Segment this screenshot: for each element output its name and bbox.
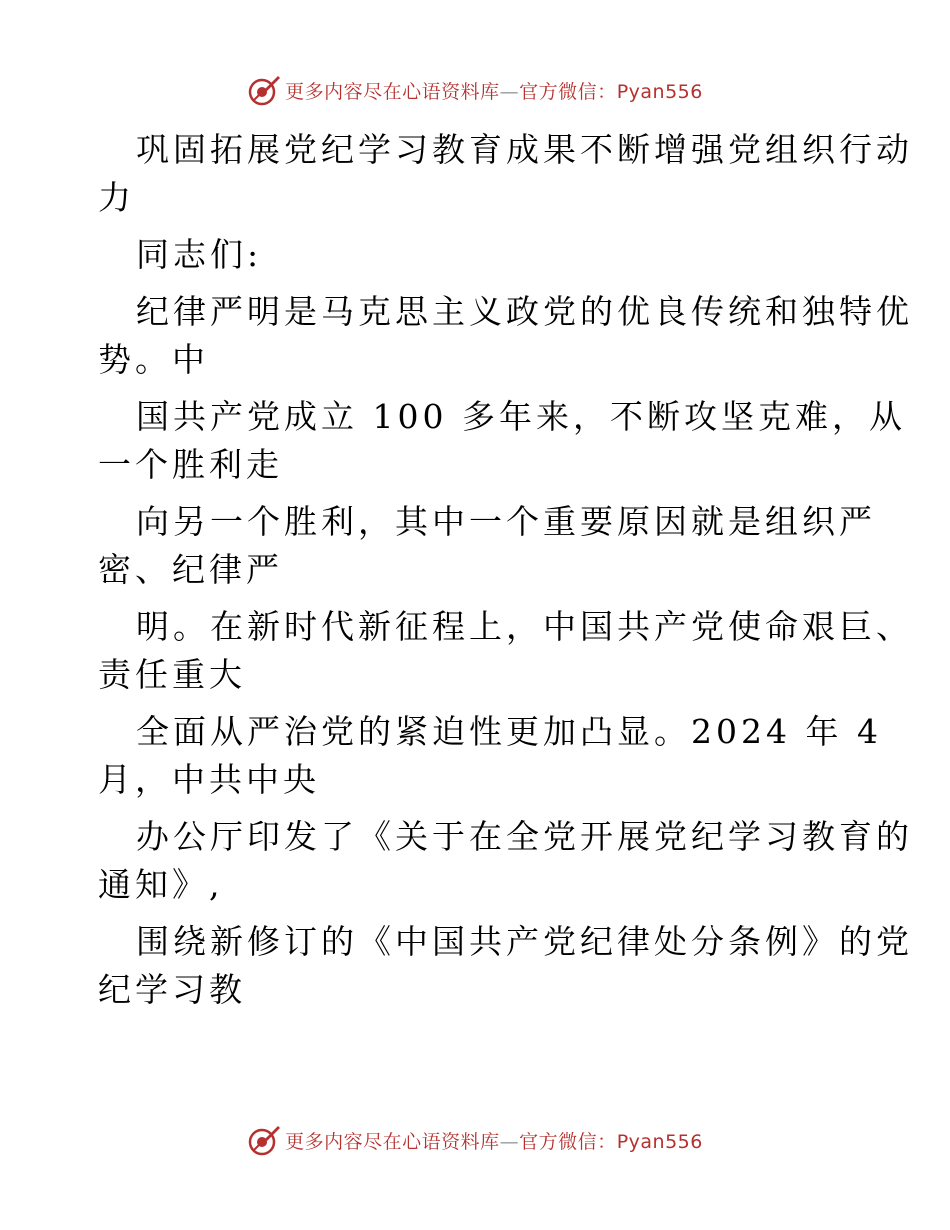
paragraph (98, 288, 913, 384)
text-line: 国共产党成立 100 多年来，不断攻坚克难，从 (136, 397, 906, 436)
text-line: 围绕新修订的《中国共产党纪律处分条例》的党 (136, 922, 913, 961)
banner-wechat-label: 官方微信： (519, 80, 617, 103)
text-line: 密、纪律严 (98, 550, 283, 589)
banner-text (285, 77, 703, 104)
text-line: 巩固拓展党纪学习教育成果不断增强党组织行动 (136, 130, 913, 169)
pen-logo-icon (247, 1123, 281, 1157)
paragraph (98, 393, 906, 489)
banner-separator: — (499, 80, 520, 103)
banner-main-text: 更多内容尽在心语资料库 (285, 1130, 500, 1153)
banner-text (285, 1127, 703, 1154)
pen-logo-icon (247, 73, 281, 107)
text-line: 纪学习教 (98, 970, 246, 1009)
text-line: 一个胜利走 (98, 445, 283, 484)
text-line: 全面从严治党的紧迫性更加凸显。2024 年 4 (136, 712, 882, 751)
text-line: 明。在新时代新征程上，中国共产党使命艰巨、 (136, 607, 913, 646)
footer-banner (0, 1122, 950, 1158)
paragraph (98, 918, 913, 1014)
header-banner (0, 72, 950, 108)
banner-main-text: 更多内容尽在心语资料库 (285, 80, 500, 103)
text-line: 势。中 (98, 340, 209, 379)
banner-separator: — (499, 1130, 520, 1153)
paragraph (98, 498, 876, 594)
text-line: 纪律严明是马克思主义政党的优良传统和独特优 (136, 292, 913, 331)
text-line: 同志们: (136, 235, 263, 274)
salutation (98, 231, 858, 279)
banner-wechat-id: Pyan556 (616, 1130, 703, 1153)
text-line: 向另一个胜利，其中一个重要原因就是组织严 (136, 502, 876, 541)
text-line: 力 (98, 178, 135, 217)
banner-wechat-id: Pyan556 (616, 80, 703, 103)
document-title (98, 126, 913, 222)
text-line: 办公厅印发了《关于在全党开展党纪学习教育的 (136, 817, 913, 856)
document-body (98, 126, 913, 1023)
paragraph (98, 708, 882, 804)
banner-wechat-label: 官方微信： (519, 1130, 617, 1153)
text-line: 通知》, (98, 865, 224, 904)
paragraph (98, 813, 913, 909)
text-line: 责任重大 (98, 655, 246, 694)
text-line: 月，中共中央 (98, 760, 320, 799)
paragraph (98, 603, 913, 699)
